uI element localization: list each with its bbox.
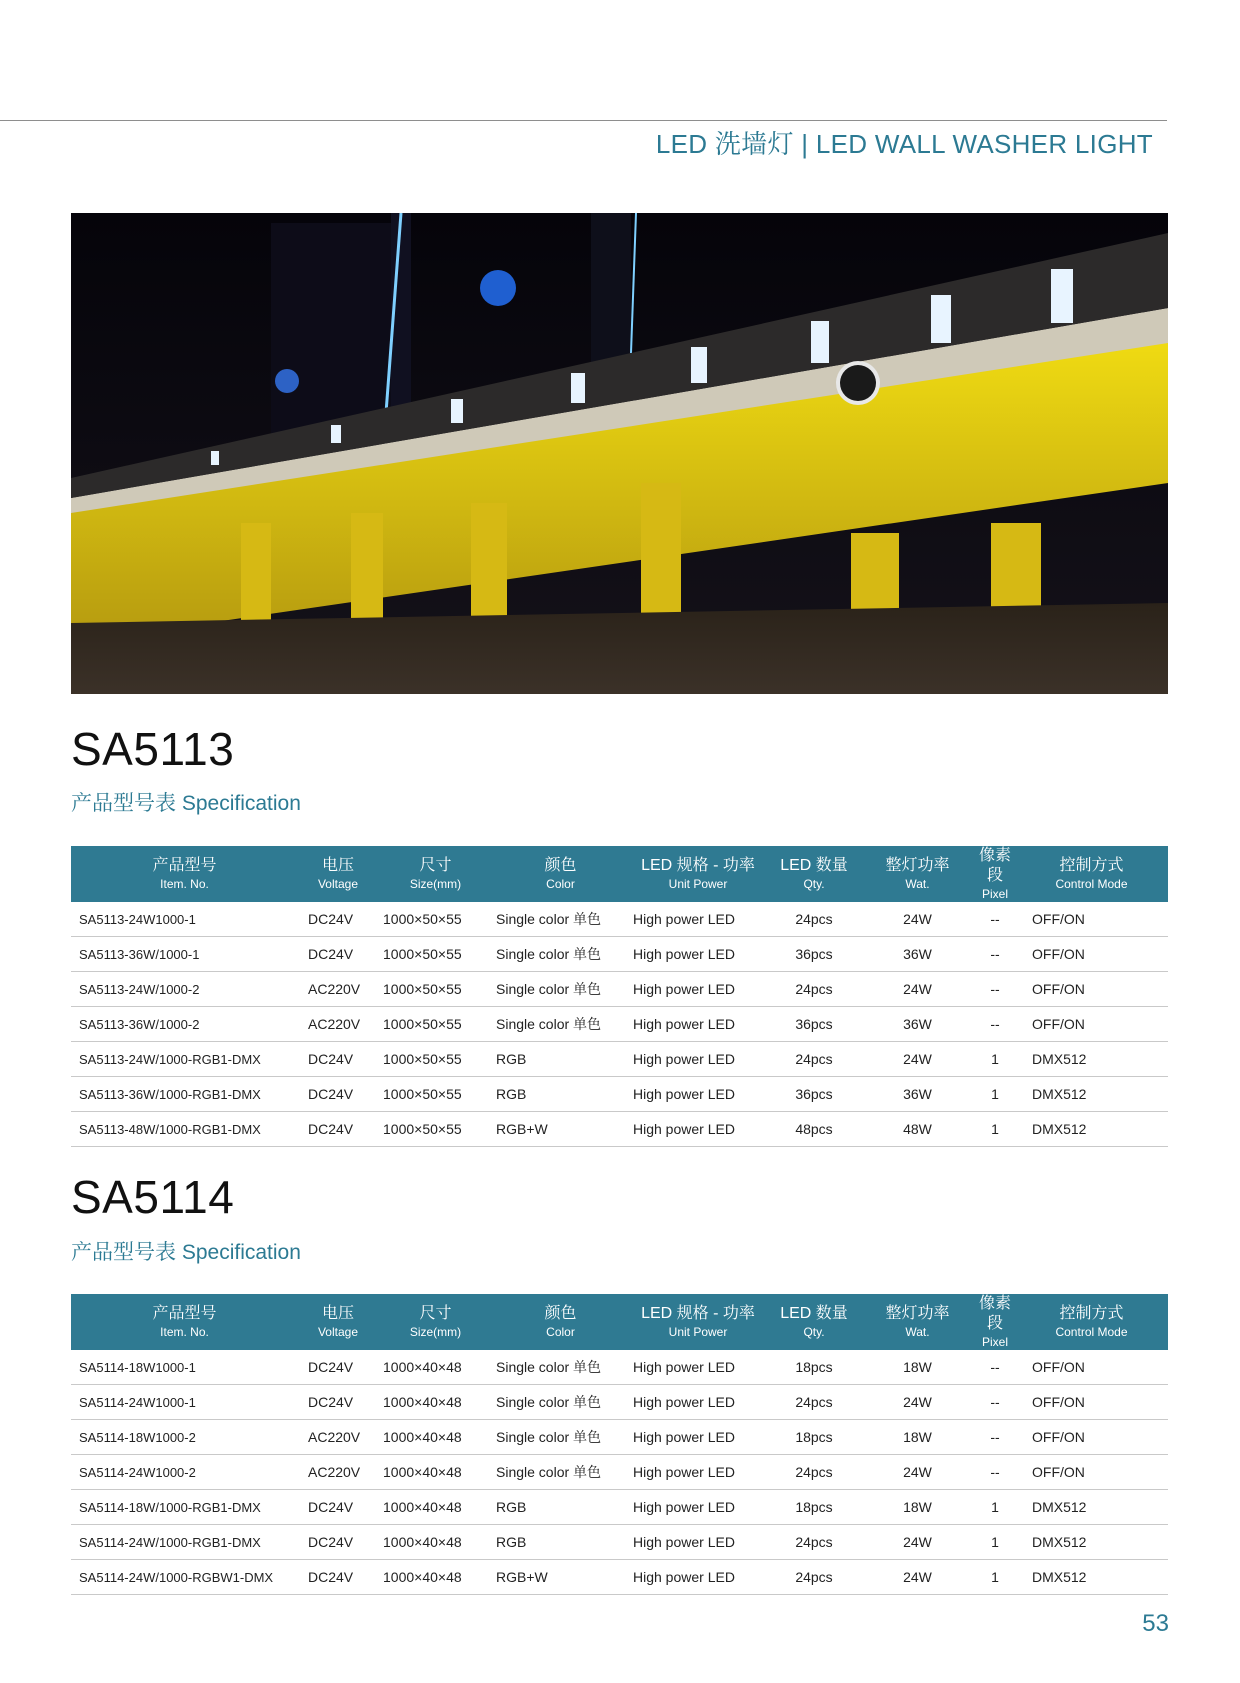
cell-unit-power: High power LED bbox=[628, 1525, 768, 1560]
cell-voltage: AC220V bbox=[298, 1420, 378, 1455]
cell-pixel: 1 bbox=[975, 1077, 1015, 1112]
table-row bbox=[71, 1007, 1168, 1042]
section-2-model-title: SA5114 bbox=[71, 1171, 235, 1223]
col-header-wattage: 整灯功率 Wat. bbox=[860, 1294, 975, 1350]
cell-control-mode: OFF/ON bbox=[1015, 937, 1168, 972]
cell-voltage: DC24V bbox=[298, 1077, 378, 1112]
cell-unit-power: High power LED bbox=[628, 1077, 768, 1112]
table-row bbox=[71, 1455, 1168, 1490]
page-number: 53 bbox=[1142, 1610, 1169, 1637]
section-1-spec-table bbox=[71, 846, 1168, 1147]
cell-wattage: 24W bbox=[860, 1385, 975, 1420]
cell-size: 1000×40×48 bbox=[378, 1525, 493, 1560]
cell-item-no: SA5114-18W/1000-RGB1-DMX bbox=[71, 1490, 298, 1525]
table-row bbox=[71, 1490, 1168, 1525]
cell-unit-power: High power LED bbox=[628, 1490, 768, 1525]
table-row bbox=[71, 1385, 1168, 1420]
col-header-wattage: 整灯功率 Wat. bbox=[860, 846, 975, 902]
cell-pixel: -- bbox=[975, 937, 1015, 972]
cell-item-no: SA5114-24W/1000-RGB1-DMX bbox=[71, 1525, 298, 1560]
cell-wattage: 48W bbox=[860, 1112, 975, 1147]
cell-wattage: 24W bbox=[860, 1525, 975, 1560]
table-row bbox=[71, 1525, 1168, 1560]
cell-item-no: SA5114-24W1000-1 bbox=[71, 1385, 298, 1420]
cell-size: 1000×40×48 bbox=[378, 1420, 493, 1455]
col-header-size: 尺寸 Size(mm) bbox=[378, 846, 493, 902]
cell-item-no: SA5113-24W/1000-RGB1-DMX bbox=[71, 1042, 298, 1077]
cell-size: 1000×50×55 bbox=[378, 1077, 493, 1112]
cell-qty: 48pcs bbox=[768, 1112, 860, 1147]
col-header-qty: LED 数量 Qty. bbox=[768, 846, 860, 902]
cell-item-no: SA5114-18W1000-2 bbox=[71, 1420, 298, 1455]
col-header-voltage: 电压 Voltage bbox=[298, 846, 378, 902]
cell-size: 1000×50×55 bbox=[378, 937, 493, 972]
table-header-row bbox=[71, 1294, 1168, 1350]
col-header-pixel: 像素段 Pixel bbox=[975, 846, 1015, 902]
cell-voltage: DC24V bbox=[298, 1490, 378, 1525]
cell-unit-power: High power LED bbox=[628, 1350, 768, 1385]
cell-control-mode: DMX512 bbox=[1015, 1560, 1168, 1595]
cell-pixel: 1 bbox=[975, 1042, 1015, 1077]
cell-size: 1000×40×48 bbox=[378, 1560, 493, 1595]
cell-voltage: DC24V bbox=[298, 1042, 378, 1077]
section-2-spec-label: 产品型号表 Specification bbox=[71, 1241, 301, 1264]
cell-qty: 18pcs bbox=[768, 1350, 860, 1385]
cell-voltage: DC24V bbox=[298, 902, 378, 937]
table-row bbox=[71, 1420, 1168, 1455]
cell-control-mode: OFF/ON bbox=[1015, 1420, 1168, 1455]
cell-qty: 24pcs bbox=[768, 1455, 860, 1490]
cell-pixel: -- bbox=[975, 1420, 1015, 1455]
cell-wattage: 36W bbox=[860, 937, 975, 972]
cell-unit-power: High power LED bbox=[628, 902, 768, 937]
cell-color: Single color 单色 bbox=[493, 972, 628, 1007]
cell-control-mode: DMX512 bbox=[1015, 1077, 1168, 1112]
table-row bbox=[71, 902, 1168, 937]
cell-size: 1000×40×48 bbox=[378, 1385, 493, 1420]
cell-qty: 18pcs bbox=[768, 1490, 860, 1525]
cell-qty: 24pcs bbox=[768, 972, 860, 1007]
cell-pixel: -- bbox=[975, 1350, 1015, 1385]
cell-unit-power: High power LED bbox=[628, 1455, 768, 1490]
col-header-item-no: 产品型号 Item. No. bbox=[71, 1294, 298, 1350]
table-row bbox=[71, 1042, 1168, 1077]
cell-item-no: SA5113-36W/1000-2 bbox=[71, 1007, 298, 1042]
cell-control-mode: OFF/ON bbox=[1015, 1350, 1168, 1385]
cell-wattage: 36W bbox=[860, 1077, 975, 1112]
bridge-night-photo bbox=[71, 213, 1168, 694]
cell-qty: 18pcs bbox=[768, 1420, 860, 1455]
cell-voltage: DC24V bbox=[298, 937, 378, 972]
col-header-color: 颜色 Color bbox=[493, 846, 628, 902]
cell-control-mode: OFF/ON bbox=[1015, 1385, 1168, 1420]
col-header-color: 颜色 Color bbox=[493, 1294, 628, 1350]
cell-pixel: 1 bbox=[975, 1525, 1015, 1560]
cell-size: 1000×40×48 bbox=[378, 1350, 493, 1385]
cell-color: Single color 单色 bbox=[493, 1350, 628, 1385]
cell-pixel: -- bbox=[975, 1007, 1015, 1042]
cell-pixel: -- bbox=[975, 1385, 1015, 1420]
cell-voltage: DC24V bbox=[298, 1385, 378, 1420]
cell-voltage: DC24V bbox=[298, 1112, 378, 1147]
cell-control-mode: DMX512 bbox=[1015, 1525, 1168, 1560]
cell-voltage: DC24V bbox=[298, 1350, 378, 1385]
top-rule bbox=[0, 120, 1167, 121]
cell-qty: 36pcs bbox=[768, 1077, 860, 1112]
cell-size: 1000×50×55 bbox=[378, 972, 493, 1007]
cell-voltage: AC220V bbox=[298, 1455, 378, 1490]
cell-unit-power: High power LED bbox=[628, 937, 768, 972]
cell-color: Single color 单色 bbox=[493, 1455, 628, 1490]
cell-wattage: 36W bbox=[860, 1007, 975, 1042]
cell-color: Single color 单色 bbox=[493, 1007, 628, 1042]
table-row bbox=[71, 972, 1168, 1007]
cell-control-mode: OFF/ON bbox=[1015, 972, 1168, 1007]
section-1-model-title: SA5113 bbox=[71, 723, 235, 775]
cell-control-mode: OFF/ON bbox=[1015, 1007, 1168, 1042]
cell-item-no: SA5114-24W1000-2 bbox=[71, 1455, 298, 1490]
cell-voltage: AC220V bbox=[298, 972, 378, 1007]
cell-pixel: 1 bbox=[975, 1490, 1015, 1525]
col-header-control-mode: 控制方式 Control Mode bbox=[1015, 846, 1168, 902]
cell-color: Single color 单色 bbox=[493, 937, 628, 972]
photo-illustration bbox=[71, 213, 1168, 694]
cell-control-mode: DMX512 bbox=[1015, 1490, 1168, 1525]
cell-size: 1000×50×55 bbox=[378, 1112, 493, 1147]
cell-color: RGB+W bbox=[493, 1560, 628, 1595]
cell-pixel: -- bbox=[975, 972, 1015, 1007]
col-header-control-mode: 控制方式 Control Mode bbox=[1015, 1294, 1168, 1350]
section-2-spec-table bbox=[71, 1294, 1168, 1595]
cell-size: 1000×40×48 bbox=[378, 1490, 493, 1525]
cell-unit-power: High power LED bbox=[628, 1007, 768, 1042]
cell-item-no: SA5113-36W/1000-RGB1-DMX bbox=[71, 1077, 298, 1112]
cell-unit-power: High power LED bbox=[628, 1560, 768, 1595]
col-header-qty: LED 数量 Qty. bbox=[768, 1294, 860, 1350]
cell-qty: 36pcs bbox=[768, 1007, 860, 1042]
cell-color: RGB bbox=[493, 1525, 628, 1560]
cell-unit-power: High power LED bbox=[628, 1112, 768, 1147]
cell-qty: 24pcs bbox=[768, 1042, 860, 1077]
cell-pixel: -- bbox=[975, 902, 1015, 937]
cell-color: RGB+W bbox=[493, 1112, 628, 1147]
cell-item-no: SA5113-48W/1000-RGB1-DMX bbox=[71, 1112, 298, 1147]
page-header-title: LED 洗墙灯 | LED WALL WASHER LIGHT bbox=[655, 129, 1153, 159]
cell-voltage: DC24V bbox=[298, 1560, 378, 1595]
cell-wattage: 24W bbox=[860, 972, 975, 1007]
cell-item-no: SA5114-24W/1000-RGBW1-DMX bbox=[71, 1560, 298, 1595]
cell-wattage: 18W bbox=[860, 1490, 975, 1525]
cell-wattage: 18W bbox=[860, 1420, 975, 1455]
table-row bbox=[71, 1560, 1168, 1595]
cell-qty: 24pcs bbox=[768, 1385, 860, 1420]
cell-item-no: SA5113-36W/1000-1 bbox=[71, 937, 298, 972]
cell-qty: 36pcs bbox=[768, 937, 860, 972]
table-row bbox=[71, 937, 1168, 972]
table-row bbox=[71, 1350, 1168, 1385]
cell-wattage: 24W bbox=[860, 1560, 975, 1595]
cell-voltage: DC24V bbox=[298, 1525, 378, 1560]
cell-unit-power: High power LED bbox=[628, 972, 768, 1007]
section-1-spec-label: 产品型号表 Specification bbox=[71, 792, 301, 815]
cell-qty: 24pcs bbox=[768, 1525, 860, 1560]
cell-unit-power: High power LED bbox=[628, 1042, 768, 1077]
cell-item-no: SA5114-18W1000-1 bbox=[71, 1350, 298, 1385]
cell-pixel: 1 bbox=[975, 1112, 1015, 1147]
col-header-size: 尺寸 Size(mm) bbox=[378, 1294, 493, 1350]
cell-size: 1000×50×55 bbox=[378, 1042, 493, 1077]
cell-qty: 24pcs bbox=[768, 902, 860, 937]
cell-size: 1000×50×55 bbox=[378, 1007, 493, 1042]
cell-color: Single color 单色 bbox=[493, 1385, 628, 1420]
cell-wattage: 18W bbox=[860, 1350, 975, 1385]
cell-control-mode: OFF/ON bbox=[1015, 1455, 1168, 1490]
col-header-voltage: 电压 Voltage bbox=[298, 1294, 378, 1350]
cell-control-mode: OFF/ON bbox=[1015, 902, 1168, 937]
cell-pixel: -- bbox=[975, 1455, 1015, 1490]
cell-color: RGB bbox=[493, 1042, 628, 1077]
cell-color: Single color 单色 bbox=[493, 902, 628, 937]
cell-size: 1000×50×55 bbox=[378, 902, 493, 937]
cell-unit-power: High power LED bbox=[628, 1385, 768, 1420]
cell-wattage: 24W bbox=[860, 902, 975, 937]
cell-color: RGB bbox=[493, 1077, 628, 1112]
col-header-pixel: 像素段 Pixel bbox=[975, 1294, 1015, 1350]
cell-wattage: 24W bbox=[860, 1455, 975, 1490]
cell-color: Single color 单色 bbox=[493, 1420, 628, 1455]
cell-size: 1000×40×48 bbox=[378, 1455, 493, 1490]
cell-item-no: SA5113-24W1000-1 bbox=[71, 902, 298, 937]
table-row bbox=[71, 1077, 1168, 1112]
cell-unit-power: High power LED bbox=[628, 1420, 768, 1455]
cell-wattage: 24W bbox=[860, 1042, 975, 1077]
col-header-unit-power: LED 规格 - 功率 Unit Power bbox=[628, 1294, 768, 1350]
cell-item-no: SA5113-24W/1000-2 bbox=[71, 972, 298, 1007]
cell-voltage: AC220V bbox=[298, 1007, 378, 1042]
cell-qty: 24pcs bbox=[768, 1560, 860, 1595]
cell-pixel: 1 bbox=[975, 1560, 1015, 1595]
col-header-item-no: 产品型号 Item. No. bbox=[71, 846, 298, 902]
col-header-unit-power: LED 规格 - 功率 Unit Power bbox=[628, 846, 768, 902]
cell-color: RGB bbox=[493, 1490, 628, 1525]
table-header-row bbox=[71, 846, 1168, 902]
table-row bbox=[71, 1112, 1168, 1147]
cell-control-mode: DMX512 bbox=[1015, 1112, 1168, 1147]
cell-control-mode: DMX512 bbox=[1015, 1042, 1168, 1077]
